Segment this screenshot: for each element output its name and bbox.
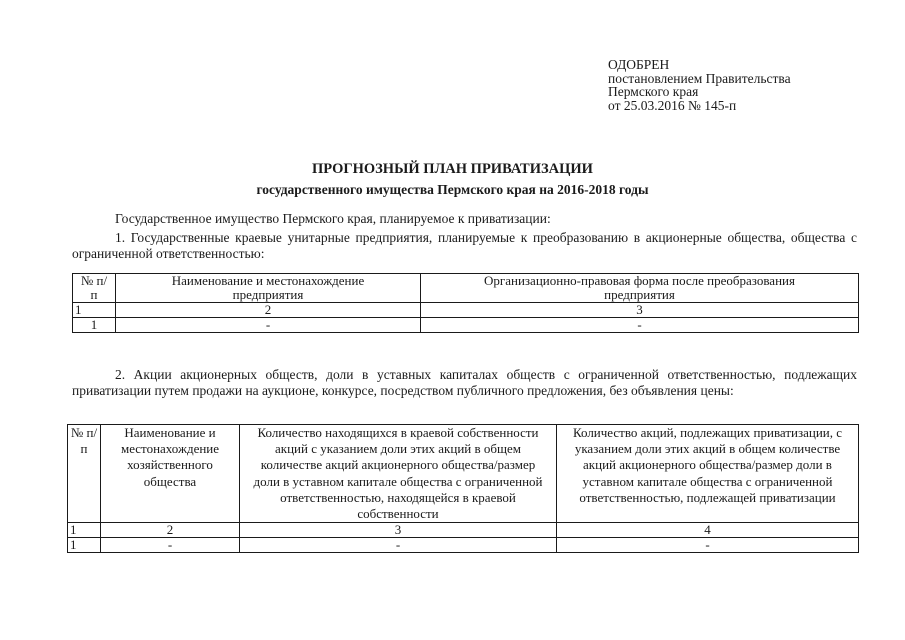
intro-paragraph: Государственное имущество Пермского края, планируемое к приватизации:	[115, 211, 551, 226]
section1-paragraph: 1. Государственные краевые унитарные предприятия, планируемые к преобразованию в акционерные общества, общества с ограниченной ответственностью:	[72, 230, 857, 261]
table-row	[73, 318, 859, 333]
table-row	[68, 538, 859, 553]
document-title: ПРОГНОЗНЫЙ ПЛАН ПРИВАТИЗАЦИИ	[312, 161, 593, 177]
header-cell-enterprise-name: Наименование и местонахождение предприятия	[116, 274, 421, 303]
table-row	[73, 303, 859, 318]
table-row	[68, 523, 859, 538]
table-cell: 1	[68, 538, 101, 553]
approval-stamp	[608, 58, 791, 112]
table-cell: 1	[73, 303, 116, 318]
table-cell: -	[116, 318, 421, 333]
table-cell: -	[421, 318, 859, 333]
table-cell: 1	[68, 523, 101, 538]
approval-line-region: Пермского края	[608, 84, 699, 99]
table-cell: 3	[240, 523, 557, 538]
approval-line-resolution: постановлением Правительства	[608, 70, 791, 86]
table-cell: -	[101, 538, 240, 553]
approval-line-approved: ОДОБРЕН	[608, 57, 670, 72]
table-cell: 4	[557, 523, 859, 538]
table-header-row	[68, 425, 859, 523]
header-cell-shares-to-privatize: Количество акций, подлежащих приватизации, с указанием доли этих акций в общем количестве акций акционерного общества/размер доли в уставном капитале общества с ограниченной ответственностью, подлежащей приватизации	[557, 425, 859, 523]
enterprises-table	[72, 273, 859, 333]
shares-table	[67, 424, 859, 553]
document-subtitle: государственного имущества Пермского края на 2016-2018 годы	[256, 182, 649, 197]
header-cell-owned-shares: Количество находящихся в краевой собственности акций с указанием доли этих акций в общем количестве акций акционерного общества/размер доли в уставном капитале общества с ограниченной ответственностью, находящейся в краевой собственности	[240, 425, 557, 523]
header-cell-number: № п/п	[73, 274, 116, 303]
table-cell: -	[240, 538, 557, 553]
section2-paragraph: 2. Акции акционерных обществ, доли в уставных капиталах обществ с ограниченной ответственностью, подлежащих приватизации путем продажи на аукционе, конкурсе, посредством публичного предложения, без объявления цены:	[72, 367, 857, 398]
header-cell-legal-form: Организационно-правовая форма после преобразования предприятия	[421, 274, 859, 303]
table-cell: -	[557, 538, 859, 553]
table-header-row	[73, 274, 859, 303]
table-cell: 1	[73, 318, 116, 333]
header-cell-number: № п/п	[68, 425, 101, 523]
table-cell: 2	[101, 523, 240, 538]
table-cell: 2	[116, 303, 421, 318]
table-cell: 3	[421, 303, 859, 318]
header-cell-company-name: Наименование и местонахождение хозяйственного общества	[101, 425, 240, 523]
approval-line-date: от 25.03.2016 № 145-п	[608, 97, 737, 113]
